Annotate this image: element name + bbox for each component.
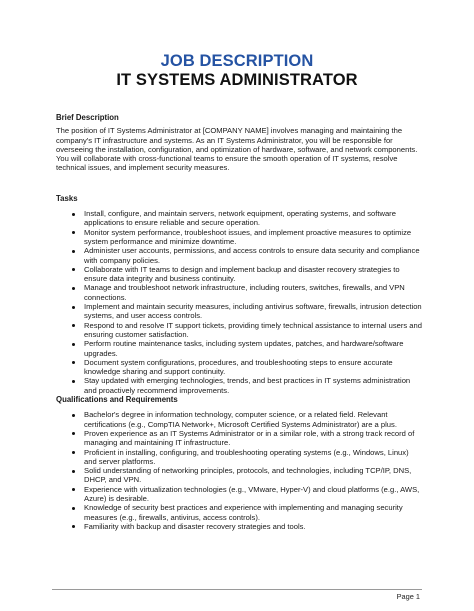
task-item bbox=[84, 228, 422, 247]
task-item bbox=[84, 302, 422, 321]
task-text: Perform routine maintenance tasks, including system updates, patches, and hardware/software upgrades. bbox=[84, 339, 404, 358]
qualification-text: Proven experience as an IT Systems Administrator or in a similar role, with a strong track record of managing and maintaining IT infrastructure. bbox=[84, 428, 415, 448]
bullet-icon bbox=[72, 525, 75, 528]
task-text: Administer user accounts, permissions, and access controls to ensure data security and compliance with company policies. bbox=[84, 246, 420, 265]
task-text: Install, configure, and maintain servers, network equipment, operating systems, and software applications to ensure reliable and secure operation. bbox=[84, 209, 396, 228]
task-text: Document system configurations, procedures, and troubleshooting steps to ensure accurate knowledge sharing and support continuity. bbox=[84, 357, 393, 377]
bullet-icon bbox=[72, 324, 75, 327]
bullet-icon bbox=[72, 250, 75, 253]
tasks-list bbox=[56, 209, 422, 395]
tasks-heading: Tasks bbox=[56, 193, 78, 203]
task-text: Stay updated with emerging technologies, trends, and best practices in IT systems administration and proactively recommend improvements. bbox=[84, 376, 411, 395]
document-title: JOB DESCRIPTION bbox=[160, 52, 314, 70]
bullet-icon bbox=[72, 470, 75, 473]
qualification-text: Bachelor's degree in information technology, computer science, or a related field. Relevant certifications (e.g., CompTIA Network+, Microsoft Certified Systems Administrator) are a plus. bbox=[84, 410, 397, 429]
bullet-icon bbox=[72, 306, 75, 309]
task-text: Collaborate with IT teams to design and implement backup and disaster recovery strategies to ensure data integrity and business continuity. bbox=[84, 264, 400, 284]
task-text: Respond to and resolve IT support tickets, providing timely technical assistance to internal users and ensuring customer satisfaction. bbox=[84, 320, 422, 339]
qualification-item bbox=[84, 485, 422, 504]
task-item bbox=[84, 283, 422, 302]
qualification-item bbox=[84, 410, 422, 429]
task-item bbox=[84, 376, 422, 395]
bullet-icon bbox=[72, 231, 75, 234]
brief-description-heading: Brief Description bbox=[56, 113, 119, 122]
qualification-text: Knowledge of security best practices and experience with implementing and managing security measures (e.g., firewalls, antivirus, access controls). bbox=[84, 503, 403, 522]
brief-description-text: The position of IT Systems Administrator at [COMPANY NAME] involves managing and maintaining the company's IT infrastructure and systems. As an IT Systems Administrator, you will be responsible for overseeing the installation, configuration, and optimization of hardware, software, and network components. You will collaborate with cross-functional teams to ensure the smooth operation of IT systems, resolve technical issues, and implement security measures. bbox=[56, 126, 418, 173]
task-text: Implement and maintain security measures, including antivirus software, firewalls, intrusion detection systems, and user access controls. bbox=[84, 302, 422, 321]
task-item bbox=[84, 358, 422, 377]
bullet-icon bbox=[72, 414, 75, 417]
task-item bbox=[84, 246, 422, 265]
qualification-text: Solid understanding of networking principles, protocols, and technologies, including TCP/IP, DNS, DHCP, and VPN. bbox=[84, 466, 412, 485]
task-item bbox=[84, 339, 422, 358]
qualification-item bbox=[84, 522, 422, 531]
bullet-icon bbox=[72, 432, 75, 435]
bullet-icon bbox=[72, 268, 75, 271]
qualification-item bbox=[84, 466, 422, 485]
bullet-icon bbox=[72, 507, 75, 510]
document-body bbox=[56, 113, 422, 531]
footer-divider bbox=[52, 589, 422, 590]
qualification-text: Proficient in installing, configuring, and troubleshooting operating systems (e.g., Windows, Linux) and server platforms. bbox=[84, 447, 409, 466]
qualification-item bbox=[84, 429, 422, 448]
task-text: Monitor system performance, troubleshoot issues, and implement proactive measures to optimize system performance and minimize downtime. bbox=[84, 227, 412, 246]
task-item bbox=[84, 265, 422, 284]
task-text: Manage and troubleshoot network infrastructure, including routers, switches, firewalls, and VPN connections. bbox=[84, 283, 405, 302]
qualification-text: Experience with virtualization technologies (e.g., VMware, Hyper-V) and cloud platforms (e.g., AWS, Azure) is desirable. bbox=[84, 484, 420, 503]
bullet-icon bbox=[72, 287, 75, 290]
qualifications-list bbox=[56, 410, 422, 531]
qualifications-heading: Qualifications and Requirements bbox=[56, 395, 178, 405]
qualification-item bbox=[84, 503, 422, 522]
qualification-item bbox=[84, 448, 422, 467]
task-item bbox=[84, 209, 422, 228]
bullet-icon bbox=[72, 361, 75, 364]
bullet-icon bbox=[72, 213, 75, 216]
job-title: IT SYSTEMS ADMINISTRATOR bbox=[116, 71, 358, 89]
page-number: Page 1 bbox=[396, 592, 420, 601]
title-block bbox=[0, 52, 474, 90]
bullet-icon bbox=[72, 488, 75, 491]
task-item bbox=[84, 321, 422, 340]
bullet-icon bbox=[72, 380, 75, 383]
qualification-text: Familiarity with backup and disaster recovery strategies and tools. bbox=[84, 521, 306, 531]
bullet-icon bbox=[72, 343, 75, 346]
bullet-icon bbox=[72, 451, 75, 454]
